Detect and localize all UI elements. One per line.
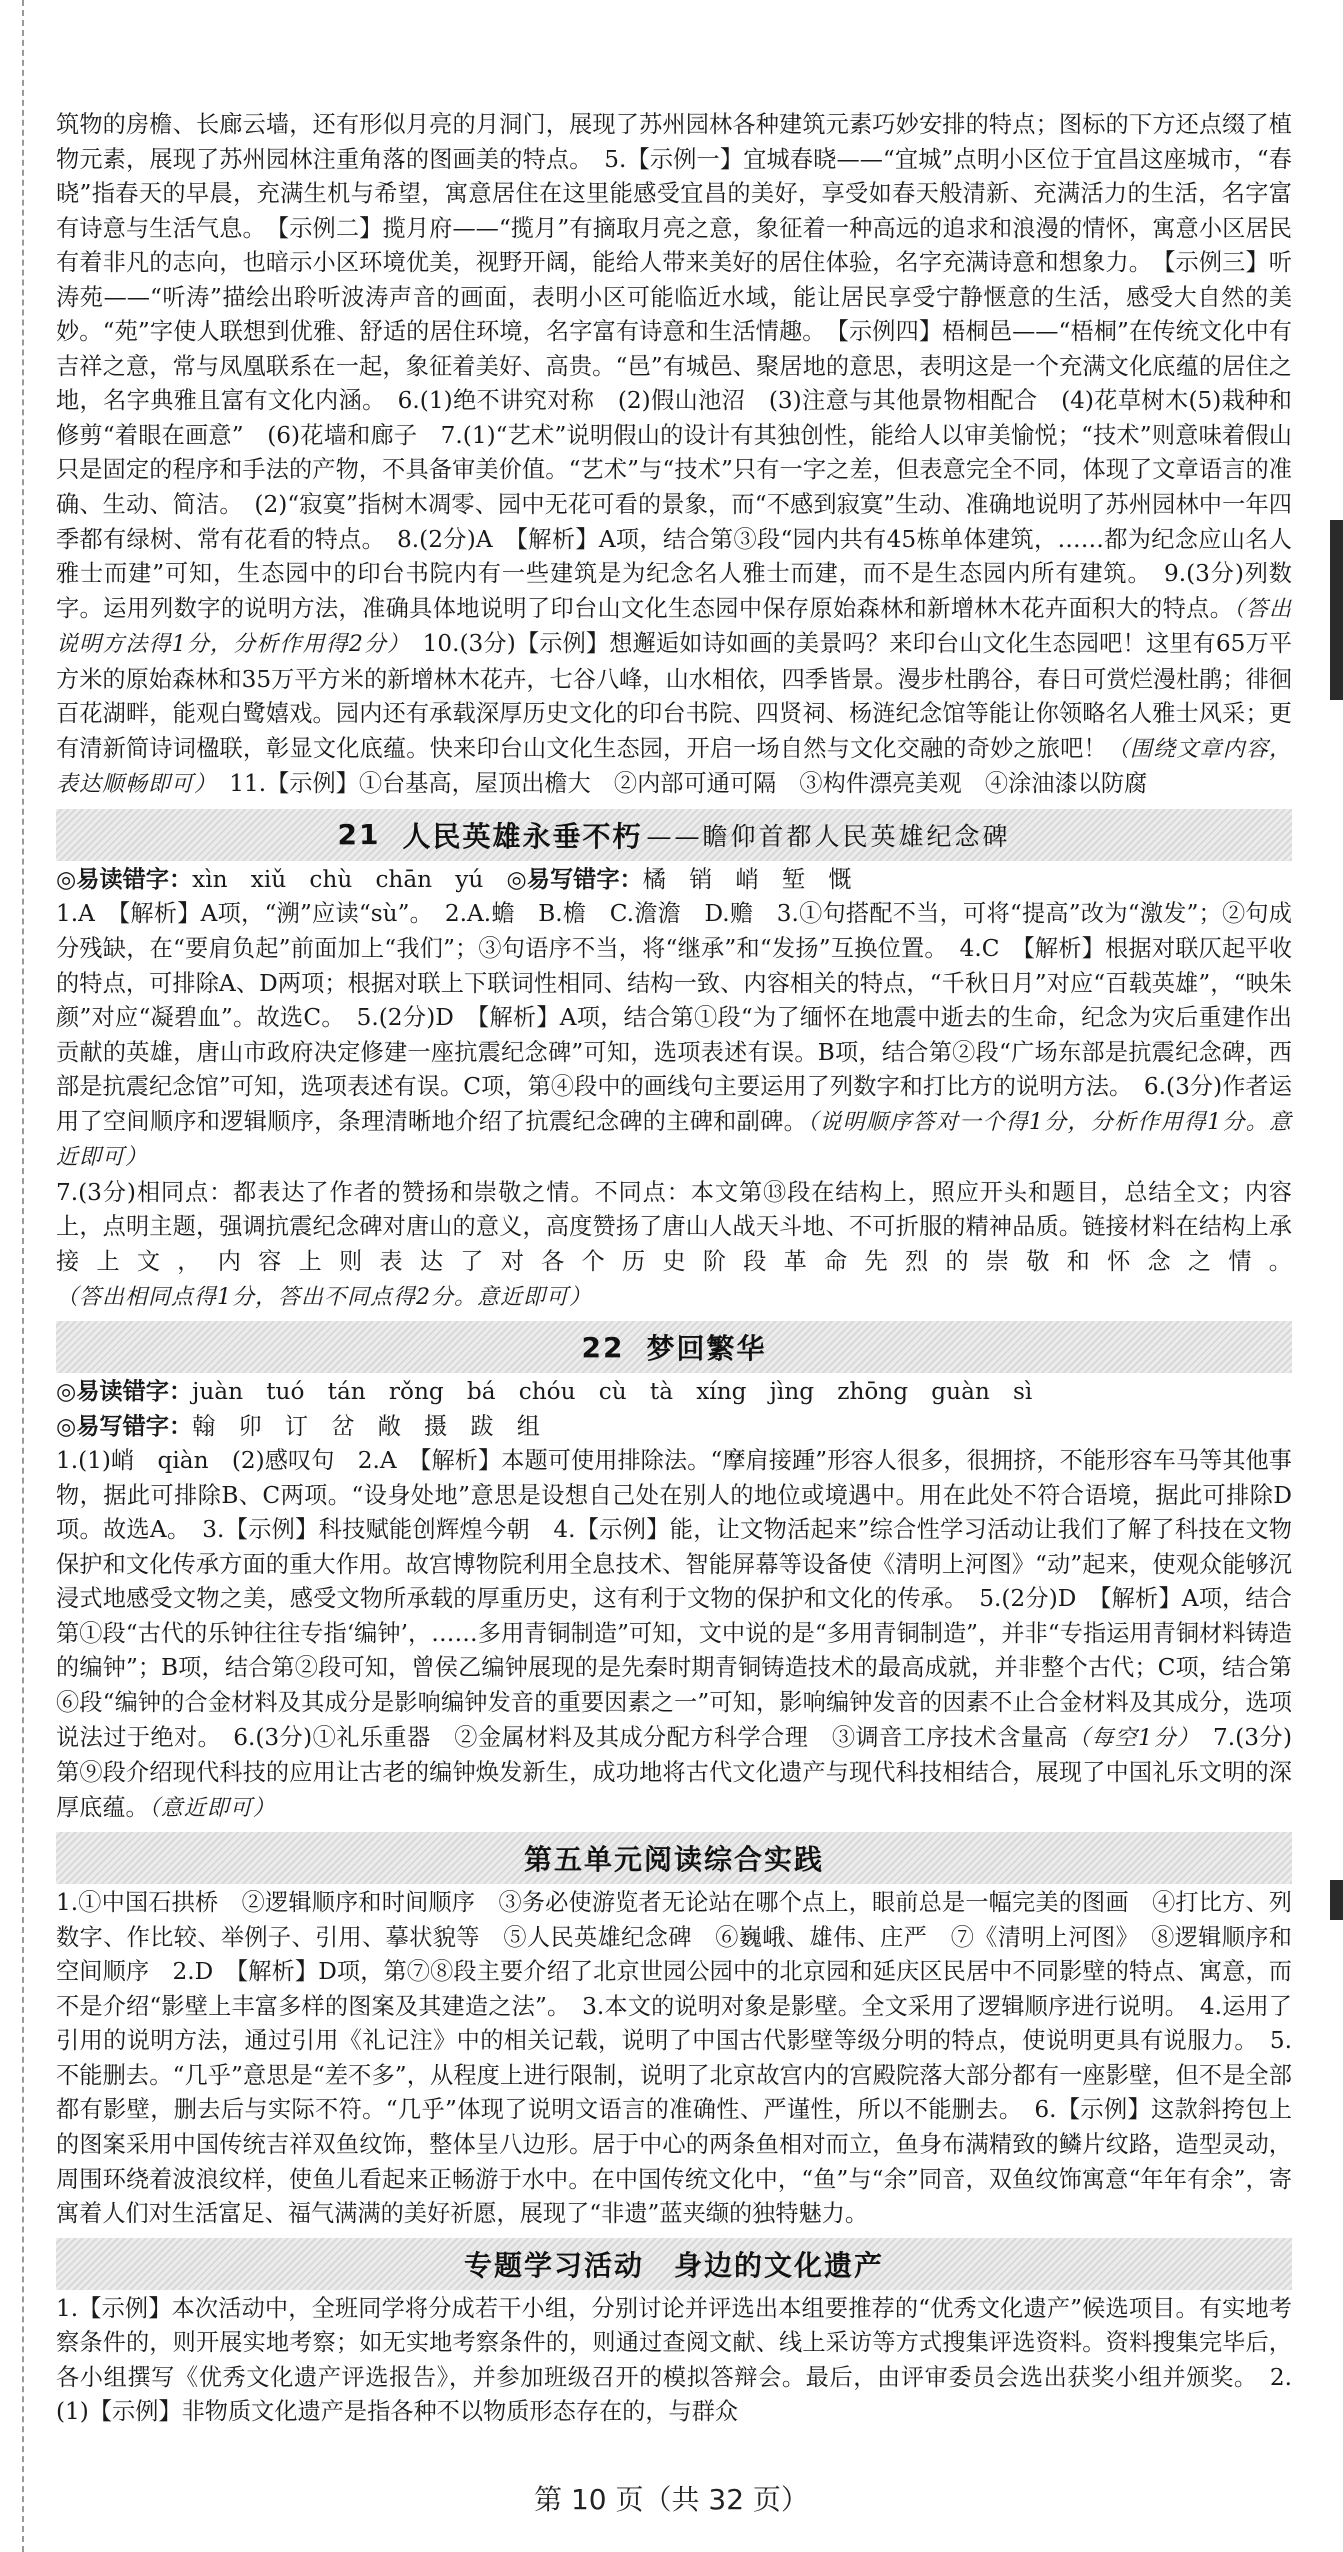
answer-block [56,1886,1292,2231]
answer-block [56,1176,1292,1315]
section-title: 人民英雄永垂不朽 [402,819,643,853]
answer-block [56,1444,1292,1826]
section-number: 22 [581,1330,625,1364]
section-header-22 [56,1321,1292,1373]
pinyin-list: xìn xiǔ chù chān yú [192,865,484,893]
answer-content [56,108,1292,2430]
pinyin-list: juàn tuó tán rǒng bá chóu cù tà xíng jìng zhōng guàn sì [192,1378,1033,1406]
answer-text: 1.A 【解析】A项，“溯”应读“sù”。 2.A.蟾 B.檐 C.澹澹 D.赡 3.①句搭配不当，可将“提高”改为“激发”；②句成分残缺，在“要肩负起”前面加上“我们”；③句语序不当，将“继承”和“发扬”互换位置。 4.C 【解析】根据对联仄起平收的特点，可排除A、D两项；根据对联上下联词性相同、结构一致、内容相关的特点，“千秋日月”对应“百载英雄”，“映朱颜”对应“凝碧血”。故选C。 5.(2分)D 【解析】A项，结合第①段“为了缅怀在地震中逝去的生命，纪念为灾后重建作出贡献的英雄，唐山市政府决定修建一座抗震纪念碑”可知，选项表述有误。B项，结合第②段“广场东部是抗震纪念碑，西部是抗震纪念馆”可知，选项表述有误。C项，第④段中的画线句主要运用了列数字和打比方的说明方法。 6.(3分)作者运用了空间顺序和逻辑顺序，条理清晰地介绍了抗震纪念碑的主碑和副碑。 [56,900,1292,1135]
edge-mark [1330,520,1343,700]
answer-text: 筑物的房檐、长廊云墙，还有形似月亮的月洞门，展现了苏州园林各种建筑元素巧妙安排的特点；图标的下方还点缀了植物元素，展现了苏州园林注重角落的图画美的特点。 5.【示例一】宜城春晓——“宜城”点明小区位于宜昌这座城市，“春晓”指春天的早晨，充满生机与希望，寓意居住在这里能感受宜昌的美好，享受如春天般清新、充满活力的生活，名字富有诗意与生活气息。 【示例二】揽月府——“揽月”有摘取月亮之意，象征着一种高远的追求和浪漫的情怀，寓意小区居民有着非凡的志向，也暗示小区环境优美，视野开阔，能给人带来美好的居住体验，名字充满诗意和想象力。 【示例三】听涛苑——“听涛”描绘出聆听波涛声音的画面，表明小区可能临近水域，能让居民享受宁静惬意的生活，感受大自然的美妙。“苑”字使人联想到优雅、舒适的居住环境，名字富有诗意和生活情趣。 【示例四】梧桐邑——“梧桐”在传统文化中有吉祥之意，常与凤凰联系在一起，象征着美好、高贵。“邑”有城邑、聚居地的意思，表明这是一个充满文化底蕴的居住之地，名字典雅且富有文化内涵。 6.(1)绝不讲究对称 (2)假山池沼 (3)注意与其他景物相配合 (4)花草树木(5)栽种和修剪“着眼在画意” (6)花墙和廊子 7.(1)“艺术”说明假山的设计有其独创性，能给人以审美愉悦；“技术”则意味着假山只是固定的程序和手法的产物，不具备审美价值。“艺术”与“技术”只有一字之差，但表意完全不同，体现了文章语言的准确、生动、简洁。 (2)“寂寞”指树木凋零、园中无花可看的景象，而“不感到寂寞”生动、准确地说明了苏州园林中一年四季都有绿树、常有花看的特点。 8.(2分)A 【解析】A项，结合第③段“园内共有45栋单体建筑，……都为纪念应山名人雅士而建”可知，生态园中的印台书院内有一些建筑是为纪念名人雅士而建，而不是生态园内所有建筑。 9.(3分)列数字。运用列数字的说明方法，准确具体地说明了印台山文化生态园中保存原始森林和新增林木花卉面积大的特点。 [56,111,1292,622]
binding-dashed-line [22,0,24,2552]
error-prone-row [56,1410,1292,1445]
scoring-note: （答出相同点得1分，答出不同点得2分。意近即可） [56,1284,592,1310]
answer-block [56,108,1292,803]
page-number: 第 10 页（共 32 页） [534,2483,809,2516]
row-label: ◎易读错字： [56,1378,193,1406]
answer-text: 1.【示例】本次活动中，全班同学将分成若干小组，分别讨论并评选出本组要推荐的“优秀文化遗产”候选项目。有实地考察条件的，则开展实地考察；如无实地考察条件的，则通过查阅文献、线上采访等方式搜集评选资料。资料搜集完毕后，各小组撰写《优秀文化遗产评选报告》，并参加班级召开的模拟答辩会。最后，由评审委员会选出获奖小组并颁奖。 2.(1)【示例】非物质文化遗产是指各种不以物质形态存在的，与群众 [56,2294,1292,2426]
scoring-note: （每空1分） [1067,1725,1190,1751]
scoring-note: （围绕文章内容，表达顺畅即可） [56,736,1292,798]
scoring-note: （意近即可） [148,1795,276,1821]
char-list: 翰 卯 订 岔 敞 摄 跋 组 [192,1412,540,1440]
char-list: 橘 销 峭 堑 慨 [642,865,852,893]
scoring-note: （说明顺序答对一个得1分，分析作用得1分。意近即可） [56,1109,1293,1171]
answer-text: 7.(3分)第⑨段介绍现代科技的应用让古老的编钟焕发新生，成功地将古代文化遗产与现代科技相结合，展现了中国礼乐文明的深厚底蕴。 [56,1723,1293,1821]
answer-text: 10.(3分)【示例】想邂逅如诗如画的美景吗？来印台山文化生态园吧！这里有65万平方米的原始森林和35万平方米的新增林木花卉，七谷八峰，山水相依，四季皆景。漫步杜鹃谷，春日可赏烂漫杜鹃；徘徊百花湖畔，能观白鹭嬉戏。园内还有承载深厚历史文化的印台书院、四贤祠、杨涟纪念馆等能让你领略名人雅士风采；更有清新简诗词楹联，彰显文化底蕴。快来印台山文化生态园，开启一场自然与文化交融的奇妙之旅吧！ [56,630,1292,762]
section-title: 第五单元阅读综合实践 [523,1843,824,1877]
edge-mark [1330,1880,1343,1920]
answer-text: 7.(3分)相同点：都表达了作者的赞扬和崇敬之情。不同点：本文第⑬段在结构上，照应开头和题目，总结全文；内容上，点明主题，强调抗震纪念碑对唐山的意义，高度赞扬了唐山人战天斗地、不可折服的精神品质。链接材料在结构上承接上文，内容上则表达了对各个历史阶段革命先烈的崇敬和怀念之情。 [56,1178,1292,1275]
row-label: ◎易读错字： [56,865,193,893]
error-prone-row [56,1375,1292,1410]
row-label: ◎易写错字： [56,1412,193,1440]
scoring-note: （答出说明方法得1分，分析作用得2分） [56,596,1292,658]
answer-block [56,2292,1292,2430]
row-label: ◎易写错字： [506,865,643,893]
answer-text: 1.(1)峭 qiàn (2)感叹句 2.A 【解析】本题可使用排除法。“摩肩接踵”形容人很多，很拥挤，不能形容车马等其他事物，据此可排除B、C两项。“设身处地”意思是设想自己处在别人的地位或境遇中。用在此处不符合语境，据此可排除D项。故选A。 3.【示例】科技赋能创辉煌今朝 4.【示例】能，让文物活起来”综合性学习活动让我们了解了科技在文物保护和文化传承方面的重大作用。故宫博物院利用全息技术、智能屏幕等设备使《清明上河图》“动”起来，使观众能够沉浸式地感受文物之美，感受文物所承载的厚重历史，这有利于文物的保护和文化的传承。 5.(2分)D 【解析】A项，结合第①段“古代的乐钟往往专指‘编钟’，……多用青铜制造”可知，文中说的是“多用青铜制造”，并非“专指运用青铜材料铸造的编钟”；B项，结合第②段可知，曾侯乙编钟展现的是先秦时期青铜铸造技术的最高成就，并非整个古代；C项，结合第⑥段“编钟的合金材料及其成分是影响编钟发音的重要因素之一”可知，影响编钟发音的因素不止合金材料及其成分，选项说法过于绝对。 6.(3分)①礼乐重器 ②金属材料及其成分配方科学合理 ③调音工序技术含量高 [56,1447,1292,1751]
answer-text: 11.【示例】①台基高，屋顶出檐大 ②内部可通可隔 ③构件漂亮美观 ④涂油漆以防腐 [206,770,1148,798]
section-header-activity [56,2238,1292,2290]
section-header-unit5 [56,1832,1292,1884]
section-title: 专题学习活动 身边的文化遗产 [463,2248,884,2282]
answer-text: 1.①中国石拱桥 ②逻辑顺序和时间顺序 ③务必使游览者无论站在哪个点上，眼前总是一幅完美的图画 ④打比方、列数字、作比较、举例子、引用、摹状貌等 ⑤人民英雄纪念碑 ⑥巍峨、雄伟、庄严 ⑦《清明上河图》 ⑧逻辑顺序和空间顺序 2.D 【解析】D项，第⑦⑧段主要介绍了北京世园公园中的北京园和延庆区民居中不同影壁的特点、寓意，而不是介绍“影壁上丰富多样的图案及其建造之法”。 3.本文的说明对象是影壁。全文采用了逻辑顺序进行说明。 4.运用了引用的说明方法，通过引用《礼记注》中的相关记载，说明了中国古代影壁等级分明的特点，使说明更具有说服力。 5.不能删去。“几乎”意思是“差不多”，从程度上进行限制，说明了北京故宫内的宫殿院落大部分都有一座影壁，但不是全部都有影壁，删去后与实际不符。“几乎”体现了说明文语言的准确性、严谨性，所以不能删去。 6.【示例】这款斜挎包上的图案采用中国传统吉祥双鱼纹饰，整体呈八边形。居于中心的两条鱼相对而立，鱼身布满精致的鳞片纹路，造型灵动，周围环绕着波浪纹样，使鱼儿看起来正畅游于水中。在中国传统文化中，“鱼”与“余”同音，双鱼纹饰寓意“年年有余”，寄寓着人们对生活富足、福气满满的美好祈愿，展现了“非遗”蓝夹缬的独特魅力。 [56,1889,1292,2228]
answer-block [56,897,1292,1175]
error-prone-row [56,863,1292,898]
section-title: 梦回繁华 [646,1332,767,1366]
section-header-21 [56,809,1292,861]
section-number: 21 [337,818,381,852]
section-subtitle: ——瞻仰首都人民英雄纪念碑 [646,821,1011,851]
